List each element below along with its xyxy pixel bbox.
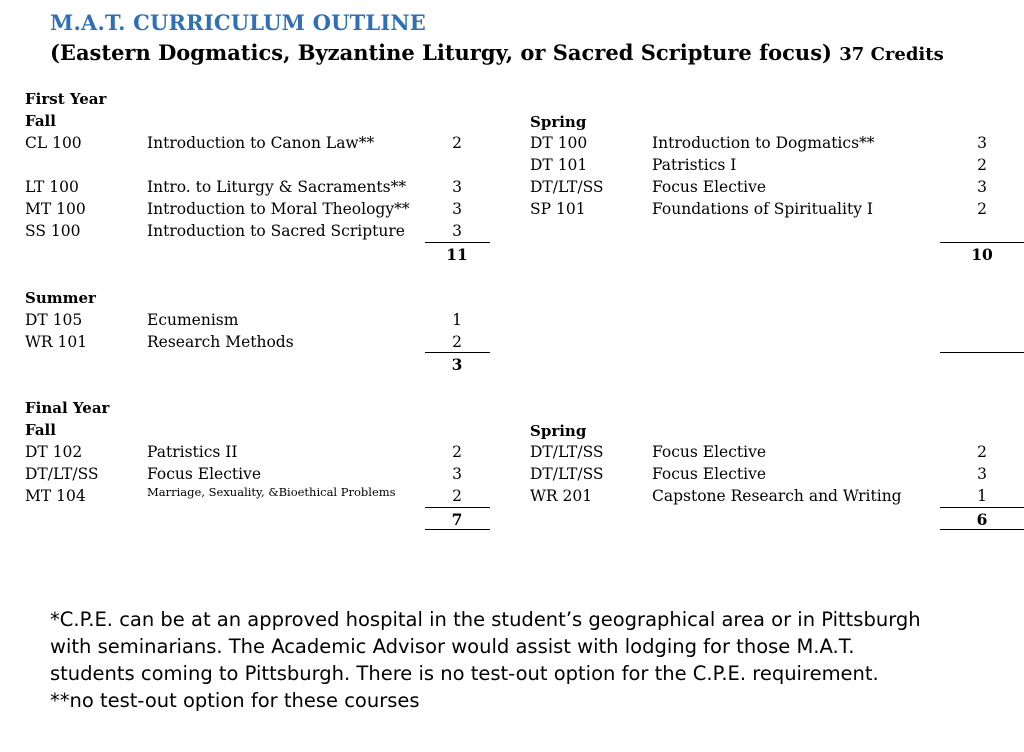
course-row — [25, 200, 495, 222]
credits-label: 37 Credits — [839, 44, 944, 65]
course-name: Patristics I — [652, 156, 737, 174]
total-underline — [940, 529, 1024, 530]
course-name: Introduction to Sacred Scripture — [147, 222, 405, 240]
course-name: Focus Elective — [652, 443, 767, 461]
course-name: Introduction to Moral Theology** — [147, 200, 410, 218]
spring-total: 6 — [976, 510, 988, 529]
course-code: MT 100 — [25, 200, 86, 218]
course-code: SS 100 — [25, 222, 81, 240]
course-credits: 3 — [977, 178, 987, 196]
course-credits: 2 — [452, 134, 462, 152]
course-name: Introduction to Dogmatics** — [652, 134, 875, 152]
course-credits: 2 — [977, 443, 987, 461]
page-title: M.A.T. CURRICULUM OUTLINE — [50, 10, 426, 35]
footnote-line: students coming to Pittsburgh. There is no test-out option for the C.P.E. requirement. — [50, 662, 879, 685]
course-credits: 3 — [452, 222, 462, 240]
course-name: Focus Elective — [652, 178, 767, 196]
final-year-heading: Final Year — [25, 399, 110, 417]
total-underline — [425, 529, 490, 530]
fall-total: 11 — [446, 245, 468, 264]
course-name: Capstone Research and Writing — [652, 487, 902, 505]
course-code: DT/LT/SS — [530, 443, 604, 461]
course-name: Focus Elective — [147, 465, 262, 483]
course-code: WR 201 — [530, 487, 593, 505]
course-row — [530, 156, 1010, 178]
footnote-line: **no test-out option for these courses — [50, 689, 420, 712]
course-code: DT/LT/SS — [530, 465, 604, 483]
course-credits: 3 — [452, 178, 462, 196]
course-name: Focus Elective — [652, 465, 767, 483]
course-name: Research Methods — [147, 333, 294, 351]
course-row — [25, 222, 495, 244]
subtitle-text: (Eastern Dogmatics, Byzantine Liturgy, or Sacred Scripture focus) — [50, 40, 832, 65]
footnote-line: with seminarians. The Academic Advisor would assist with lodging for those M.A.T. — [50, 635, 855, 658]
total-rule — [425, 242, 490, 243]
final-year-fall-heading: Fall — [25, 421, 56, 439]
course-credits: 3 — [452, 200, 462, 218]
footnote-line: *C.P.E. can be at an approved hospital in the student’s geographical area or in Pittsburgh — [50, 608, 921, 631]
first-year-fall-heading: Fall — [25, 112, 56, 130]
total-rule — [425, 507, 490, 508]
course-credits: 3 — [452, 465, 462, 483]
spring-total: 10 — [971, 245, 993, 264]
course-row — [530, 178, 1010, 200]
course-code: DT 100 — [530, 134, 588, 152]
course-row — [530, 487, 1010, 509]
course-credits: 2 — [452, 443, 462, 461]
course-code: DT/LT/SS — [530, 178, 604, 196]
course-row — [530, 200, 1010, 222]
course-row — [25, 311, 495, 333]
course-code: WR 101 — [25, 333, 88, 351]
page-subtitle — [50, 40, 944, 65]
course-code: DT 101 — [530, 156, 588, 174]
course-credits: 2 — [452, 487, 462, 505]
course-name: Patristics II — [147, 443, 238, 461]
course-name: Intro. to Liturgy & Sacraments** — [147, 178, 407, 196]
course-code: MT 104 — [25, 487, 86, 505]
first-year-heading: First Year — [25, 90, 107, 108]
course-row — [530, 465, 1010, 487]
course-code: DT 105 — [25, 311, 83, 329]
final-year-spring-heading: Spring — [530, 422, 587, 440]
total-rule — [940, 507, 1024, 508]
total-rule — [940, 242, 1024, 243]
course-row — [25, 465, 495, 487]
course-row — [25, 443, 495, 465]
course-row — [530, 443, 1010, 465]
course-credits: 1 — [977, 487, 987, 505]
course-name: Ecumenism — [147, 311, 239, 329]
course-code: CL 100 — [25, 134, 82, 152]
course-row — [25, 134, 495, 156]
course-code: DT 102 — [25, 443, 83, 461]
course-code: SP 101 — [530, 200, 586, 218]
course-row — [25, 487, 495, 509]
course-name: Marriage, Sexuality, &Bioethical Problems — [147, 485, 396, 499]
course-code: LT 100 — [25, 178, 79, 196]
course-credits: 2 — [452, 333, 462, 351]
course-code: DT/LT/SS — [25, 465, 99, 483]
first-year-spring-heading: Spring — [530, 113, 587, 131]
total-rule — [425, 352, 490, 353]
course-name: Foundations of Spirituality I — [652, 200, 874, 218]
course-row — [25, 178, 495, 200]
course-row — [530, 134, 1010, 156]
fall-total: 7 — [451, 510, 463, 529]
course-credits: 2 — [977, 200, 987, 218]
total-rule — [940, 352, 1024, 353]
course-credits: 3 — [977, 465, 987, 483]
course-name: Introduction to Canon Law** — [147, 134, 375, 152]
summer-heading: Summer — [25, 289, 96, 307]
course-credits: 2 — [977, 156, 987, 174]
course-credits: 1 — [452, 311, 462, 329]
footnote — [50, 606, 950, 714]
course-credits: 3 — [977, 134, 987, 152]
summer-total: 3 — [451, 355, 463, 374]
